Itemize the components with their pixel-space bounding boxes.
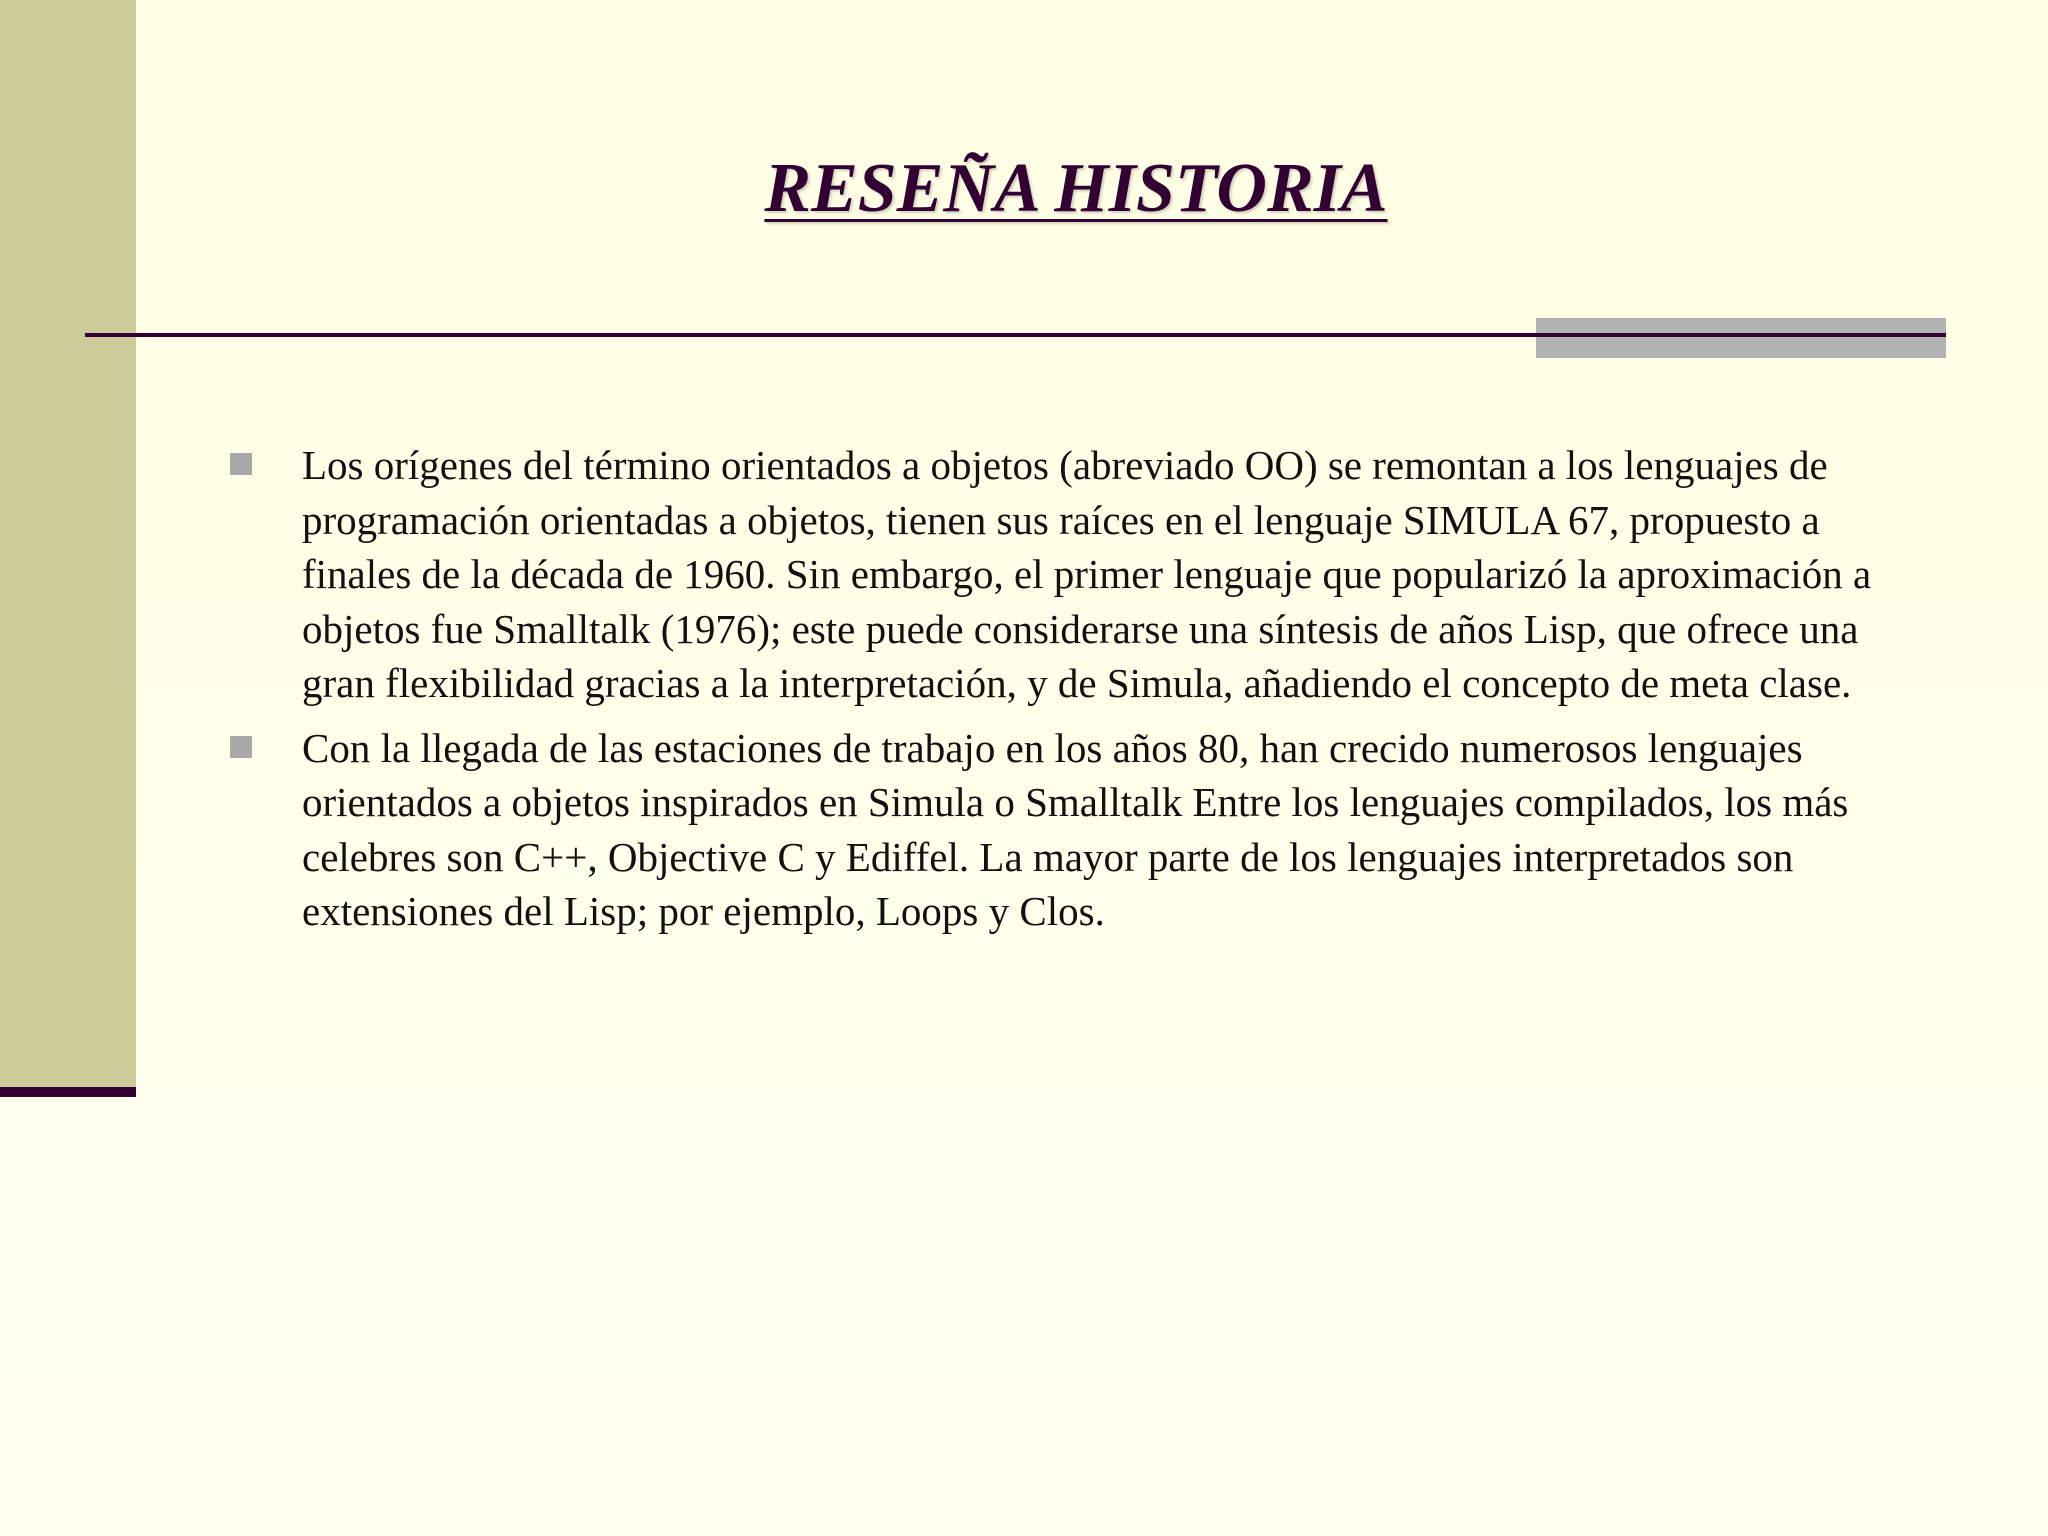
bullet-text: Los orígenes del término orientados a objetos (abreviado OO) se remontan a los lenguajes de programación orientadas a objetos, tienen sus raíces en el lenguaje SIMULA 67, propuesto a finales de la década de 1960. Sin embargo, el primer lenguaje que popularizó la aproximación a objetos fue Smalltalk (1976); este puede considerarse una síntesis de años Lisp, que ofrece una gran flexibilidad gracias a la interpretación, y de Simula, añadiendo el concepto de meta clase. — [302, 442, 1872, 706]
title-rule-accent-block — [1536, 318, 1946, 358]
square-bullet-icon — [230, 453, 252, 475]
left-accent-bar — [0, 0, 136, 1087]
bullet-text: Con la llegada de las estaciones de trabajo en los años 80, han crecido numerosos lenguajes orientados a objetos inspirados en Simula o Smalltalk Entre los lenguajes compilados, los más celebres son C++, Objective C y Ediffel. La mayor parte de los lenguajes interpretados son extensiones del Lisp; por ejemplo, Loops y Clos. — [302, 724, 1849, 934]
square-bullet-icon — [230, 736, 252, 758]
left-accent-bar-base — [0, 1087, 136, 1097]
bullet-list — [228, 438, 1908, 949]
title-divider-line — [85, 333, 1946, 337]
list-item — [228, 721, 1908, 939]
list-item — [228, 438, 1908, 711]
slide-title: RESEÑA HISTORIA — [764, 150, 1388, 227]
